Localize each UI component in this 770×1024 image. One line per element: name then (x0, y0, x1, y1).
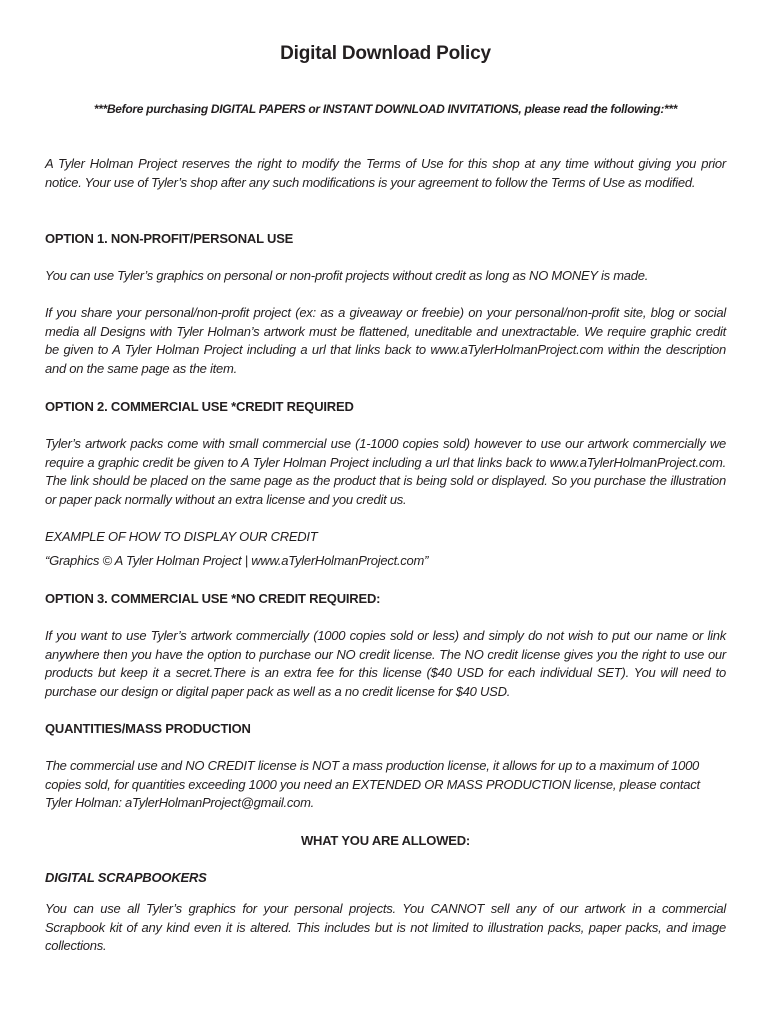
scrapbookers-paragraph-1: You can use all Tyler’s graphics for your personal projects. You CANNOT sell any of our artwork in a commercial Scrapbook kit of any kind even it is altered. This includes but is not limited to illustration packs, paper packs, and image collections. (45, 901, 726, 954)
option3-heading: OPTION 3. COMMERCIAL USE *NO CREDIT REQUIRED: (45, 591, 381, 606)
allowed-heading: WHAT YOU ARE ALLOWED: (300, 833, 471, 848)
option1-paragraph-1: You can use Tyler’s graphics on personal or non-profit projects without credit as long as NO MONEY is made. (45, 268, 649, 283)
option3-paragraph-1: If you want to use Tyler’s artwork commercially (1000 copies sold or less) and simply do not wish to put our name or link anywhere then you have the option to purchase our NO credit license. The NO credit license gives you the right to use our products but keep it a secret.There is an extra fee for this license ($40 USD for each individual SET). You will need to purchase our design or digital paper pack as well as a no credit license for $40 USD. (45, 628, 726, 700)
intro-paragraph: A Tyler Holman Project reserves the right to modify the Terms of Use for this shop at any time without giving you prior notice. Your use of Tyler’s shop after any such modifications is your agreement to follow the Terms of Use as modified. (45, 156, 726, 190)
subtitle-notice: ***Before purchasing DIGITAL PAPERS or INSTANT DOWNLOAD INVITATIONS, please read the following:*** (93, 102, 678, 116)
credit-example-label: EXAMPLE OF HOW TO DISPLAY OUR CREDIT (45, 529, 318, 544)
option1-paragraph-2: If you share your personal/non-profit project (ex: as a giveaway or freebie) on your personal/non-profit site, blog or social media all Designs with Tyler Holman’s artwork must be flattened, uneditable and unextractable. We require graphic credit be given to A Tyler Holman Project including a url that links back to www.aTylerHolmanProject.com within the description and on the same page as the item. (45, 305, 726, 377)
option1-heading: OPTION 1. NON-PROFIT/PERSONAL USE (45, 231, 294, 246)
quantities-heading: QUANTITIES/MASS PRODUCTION (45, 721, 251, 736)
quantities-paragraph-1: The commercial use and NO CREDIT license is NOT a mass production license, it allows for up to a maximum of 1000 copies sold, for quantities exceeding 1000 you need an EXTENDED OR MASS PRODUCTION license, please contact Tyler Holman: aTylerHolmanProject@gmail.com. (45, 758, 700, 811)
credit-example-text: “Graphics © A Tyler Holman Project | www.aTylerHolmanProject.com” (45, 553, 429, 568)
option2-paragraph-1: Tyler’s artwork packs come with small commercial use (1-1000 copies sold) however to use our artwork commercially we require a graphic credit be given to A Tyler Holman Project including a url that links back to www.aTylerHolmanProject.com. The link should be placed on the same page as the product that is being sold or displayed. So you purchase the illustration or paper pack normally without an extra license and you credit us. (45, 436, 726, 508)
option2-heading: OPTION 2. COMMERCIAL USE *CREDIT REQUIRED (45, 399, 354, 414)
scrapbookers-heading: DIGITAL SCRAPBOOKERS (45, 870, 207, 885)
page-title: Digital Download Policy (280, 43, 491, 64)
